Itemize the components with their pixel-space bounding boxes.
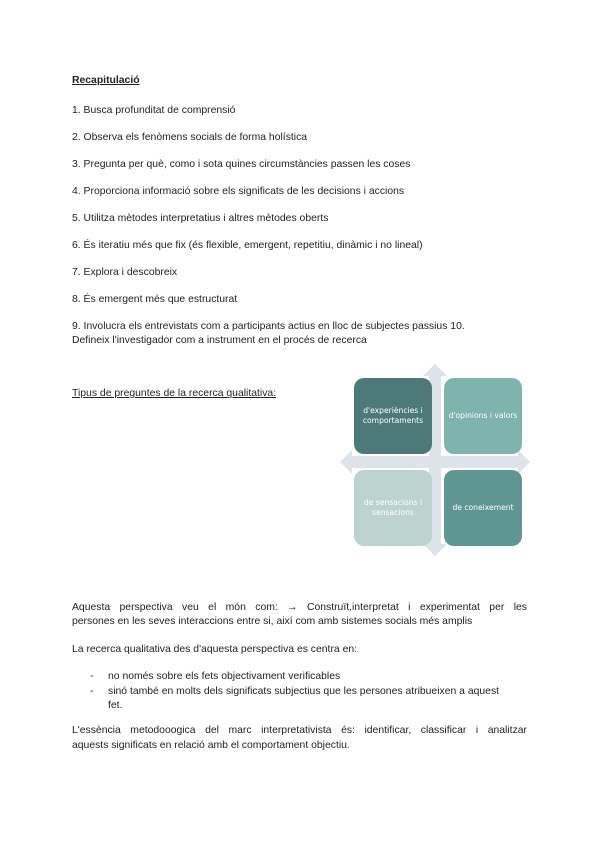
recap-item-4: 4. Proporciona informació sobre els significats de les decisions i accions (72, 186, 405, 197)
recap-item-9-line2: Defineix l'investigador com a instrument en el procés de recerca (72, 335, 367, 346)
recap-item-9-line1: 9. Involucra els entrevistats com a participants actius en lloc de subjectes passius 10. (72, 321, 465, 332)
focus-bullet-2-cont: fet. (108, 700, 123, 711)
recap-item-1: 1. Busca profunditat de comprensió (72, 105, 236, 116)
essence-line-2: aquests significats en relació amb el comportament objectiu. (72, 740, 350, 751)
recap-item-5: 5. Utilitza mètodes interpretatius i altres mètodes oberts (72, 213, 329, 224)
question-types-diagram (340, 364, 530, 556)
perspective-line-1: Aquesta perspectiva veu el món com: → Construït,interpretat i experimentat per les (72, 602, 527, 613)
recap-item-2: 2. Observa els fenòmens socials de forma holística (72, 132, 308, 143)
perspective-line-2: persones en les seves interaccions entre si, així com amb sistemes socials més amplis (72, 616, 473, 627)
recap-item-3: 3. Pregunta per què, como i sota quines circumstàncies passen les coses (72, 159, 411, 170)
bullet-dash: - (90, 686, 94, 697)
focus-intro: La recerca qualitativa des d'aquesta perspectiva es centra en: (72, 644, 358, 655)
focus-bullet-2: sinó també en molts dels significats subjectius que les persones atribueixen a aquest (108, 686, 500, 697)
focus-bullet-1: no només sobre els fets objectivament verificables (108, 671, 341, 682)
recap-item-6: 6. És iteratiu més que fix (és flexible, emergent, repetitiu, dinàmic i no lineal) (72, 240, 423, 251)
recap-item-8: 8. És emergent més que estructurat (72, 294, 238, 305)
section-heading-question-types: Tipus de preguntes de la recerca qualitativa: (72, 388, 277, 399)
quadrant-sensations: de sensacions i sensacions (354, 470, 432, 546)
bullet-dash: - (90, 671, 94, 682)
recap-item-7: 7. Explora i descobreix (72, 267, 178, 278)
section-heading-recap: Recapitulació (72, 75, 140, 86)
quadrant-opinions: d'opinions i valors (444, 378, 522, 454)
quadrant-experiences: d'experiències i comportaments (354, 378, 432, 454)
quadrant-knowledge: de coneixement (444, 470, 522, 546)
essence-line-1: L'essència metodooogica del marc interpretativista és: identificar, classificar i analitzar (72, 725, 527, 736)
